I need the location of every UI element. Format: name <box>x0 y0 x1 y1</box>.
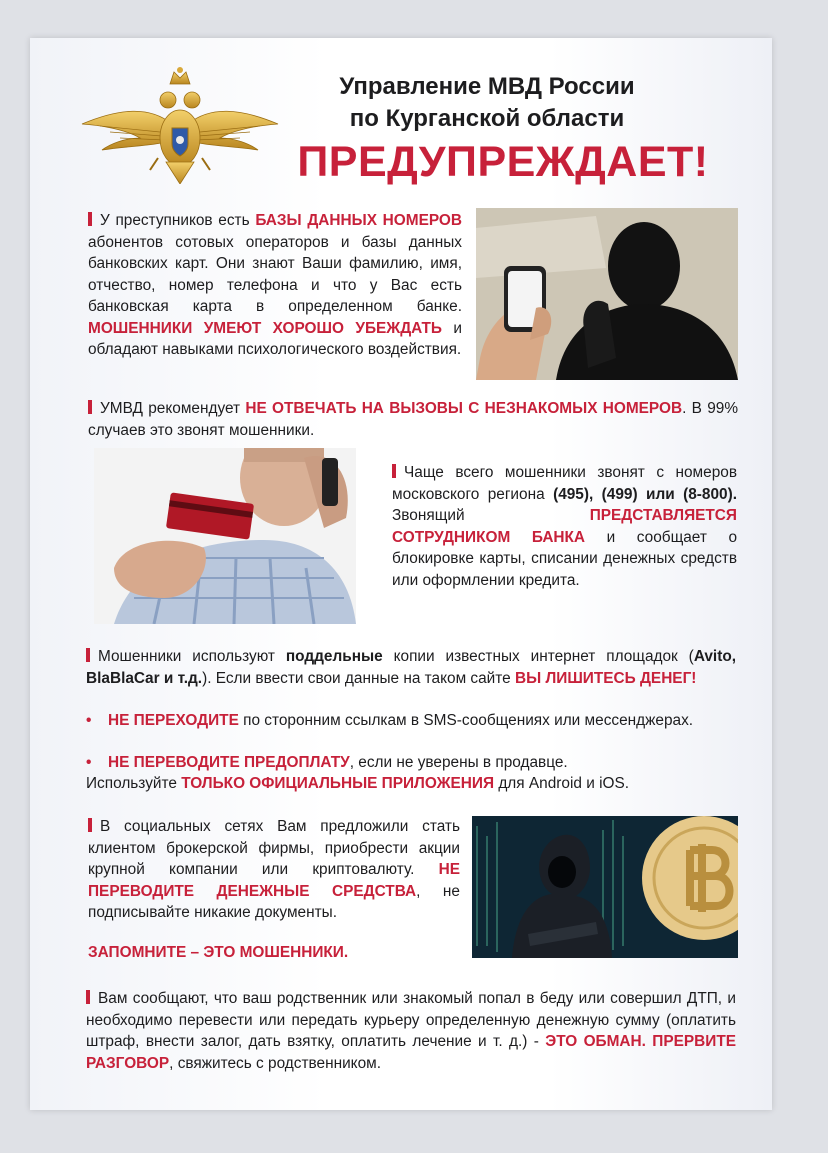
bullet-icon: • <box>86 712 92 729</box>
red-marker <box>392 464 396 478</box>
section-6-text: Вам сообщают, что ваш родственник или знакомый попал в беду или совершил ДТП, и необходимо перевести или передать курьеру определенную денежную сумму (оплатить штраф, внести залог, дать взятку, оплатить лечение и т. д.) - ЭТО ОБМАН. ПРЕРВИТЕ РАЗГОВОР, свяжитесь с родственником. <box>86 990 736 1072</box>
leaflet-page <box>30 38 772 1110</box>
elderly-man-card-photo <box>94 448 356 624</box>
remember-warning: ЗАПОМНИТЕ – ЭТО МОШЕННИКИ. <box>88 944 349 961</box>
section-5-text: В социальных сетях Вам предложили стать клиентом брокерской фирмы, приобрести акции крупной компании или криптовалюту. НЕ ПЕРЕВОДИТЕ ДЕНЕЖНЫЕ СРЕДСТВА, не подписывайте никакие документы. <box>88 818 460 921</box>
header-line-1: Управление МВД России <box>339 73 635 100</box>
bullet-icon: • <box>86 754 92 771</box>
warning-title: ПРЕДУПРЕЖДАЕТ! <box>297 138 709 186</box>
red-marker <box>88 212 92 226</box>
section-2-text: УМВД рекомендует НЕ ОТВЕЧАТЬ НА ВЫЗОВЫ С НЕЗНАКОМЫХ НОМЕРОВ. В 99% случаев это звонят мошенники. <box>88 400 739 439</box>
section-1-text: У преступников есть БАЗЫ ДАННЫХ НОМЕРОВ абонентов сотовых операторов и базы данных банковских карт. Они знают Ваши фамилию, имя, отчество, номер телефона и что у Вас есть банковская карта в определенном банке. МОШЕННИКИ УМЕЮТ ХОРОШО УБЕЖДАТЬ и обладают навыками психологического воздействия. <box>88 212 463 358</box>
section-4-text: Мошенники используют поддельные копии известных интернет площадок (Avito, BlaBlaCar и т.д.). Если ввести свои данные на таком сайте ВЫ ЛИШИТЕСЬ ДЕНЕГ! <box>86 648 736 687</box>
red-marker <box>86 990 90 1004</box>
header-line-2: по Курганской области <box>349 105 625 132</box>
red-marker <box>86 648 90 662</box>
red-marker <box>88 400 92 414</box>
silhouette-phone-photo <box>476 208 738 380</box>
section-3-text: Чаще всего мошенники звонят с номеров московского региона (495), (499) или (8-800). Звонящий ПРЕДСТАВЛЯЕТСЯ СОТРУДНИКОМ БАНКА и сообщает о блокировке карты, списании денежных средств или оформлении кредита. <box>392 464 738 589</box>
section-4-footer: Используйте ТОЛЬКО ОФИЦИАЛЬНЫЕ ПРИЛОЖЕНИЯ для Android и iOS. <box>86 775 630 792</box>
bullet-item-1: • НЕ ПЕРЕХОДИТЕ по сторонним ссылкам в SMS-сообщениях или мессенджерах. <box>86 710 736 732</box>
double-headed-eagle-icon <box>80 66 280 184</box>
red-marker <box>88 818 92 832</box>
bullet-item-2: • НЕ ПЕРЕВОДИТЕ ПРЕДОПЛАТУ, если не уверены в продавце. <box>86 752 736 774</box>
hacker-bitcoin-photo <box>472 816 738 958</box>
